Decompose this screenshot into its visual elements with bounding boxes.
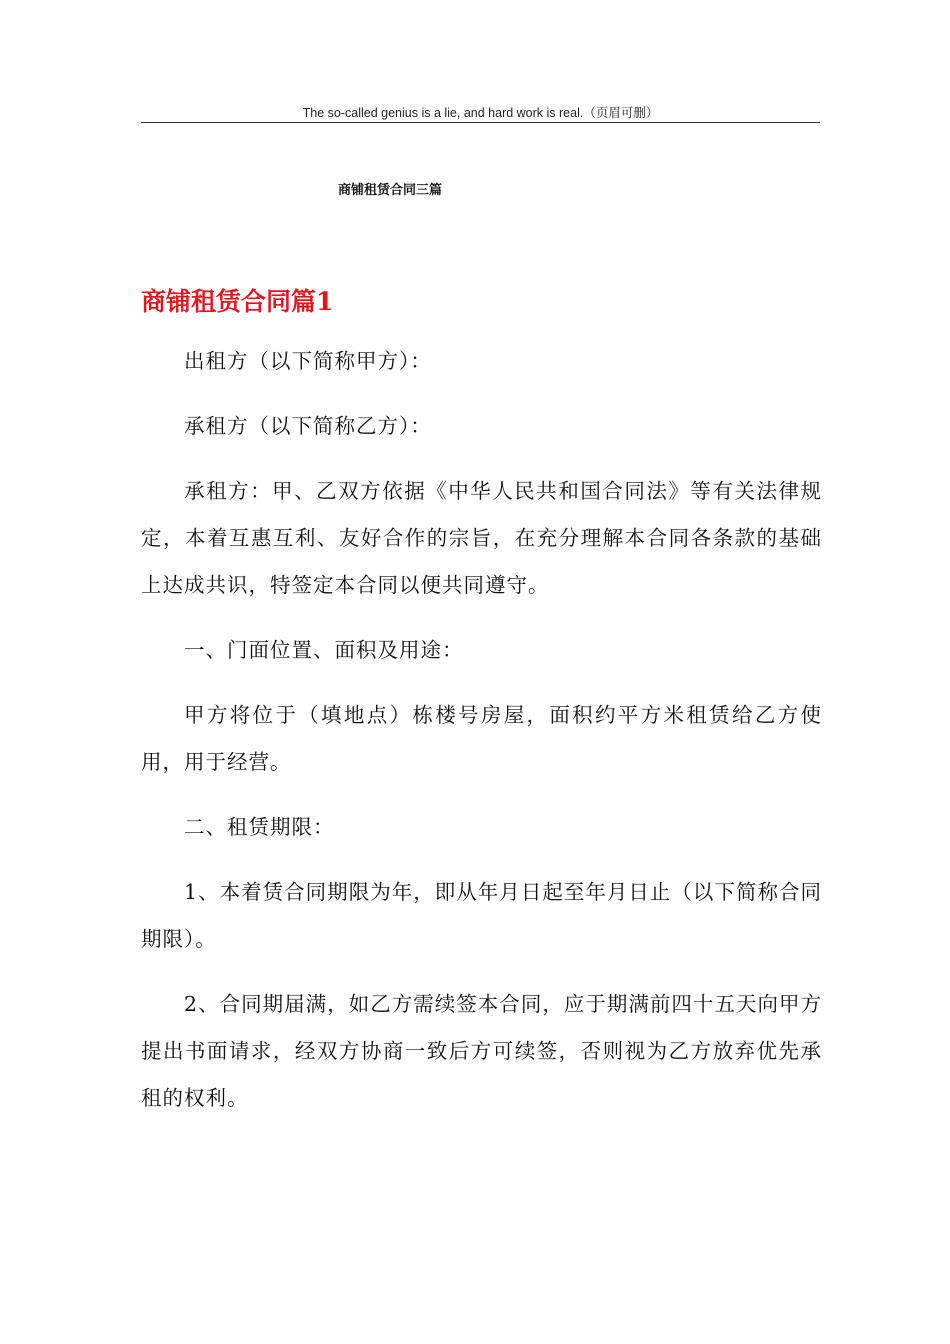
clause-heading-location: 一、门面位置、面积及用途： — [184, 638, 464, 662]
clause-heading-term: 二、租赁期限： — [184, 815, 335, 839]
paragraph-location: 甲方将位于（填地点）栋楼号房屋，面积约平方米租赁给乙方使用，用于经营。 — [141, 703, 822, 774]
document-body — [141, 338, 822, 1140]
paragraph-lessee: 承租方（以下简称乙方）： — [184, 414, 432, 438]
document-title: 商铺租赁合同三篇 — [337, 183, 442, 198]
paragraph-term-2: 2、合同期届满，如乙方需续签本合同，应于期满前四十五天向甲方提出书面请求，经双方协商一致后方可续签，否则视为乙方放弃优先承租的权利。 — [141, 992, 822, 1110]
paragraph-term-1: 1、本着赁合同期限为年，即从年月日起至年月日止（以下简称合同期限）。 — [141, 880, 822, 951]
paragraph-preamble: 承租方：甲、乙双方依据《中华人民共和国合同法》等有关法律规定，本着互惠互利、友好合作的宗旨，在充分理解本合同各条款的基础上达成共识，特签定本合同以便共同遵守。 — [141, 479, 822, 597]
header-divider — [141, 122, 820, 123]
section-heading: 商铺租赁合同篇1 — [141, 287, 334, 316]
page-header-text: The so-called genius is a lie, and hard work is real.（页眉可删） — [302, 106, 659, 120]
paragraph-lessor: 出租方（以下简称甲方）： — [184, 349, 432, 373]
